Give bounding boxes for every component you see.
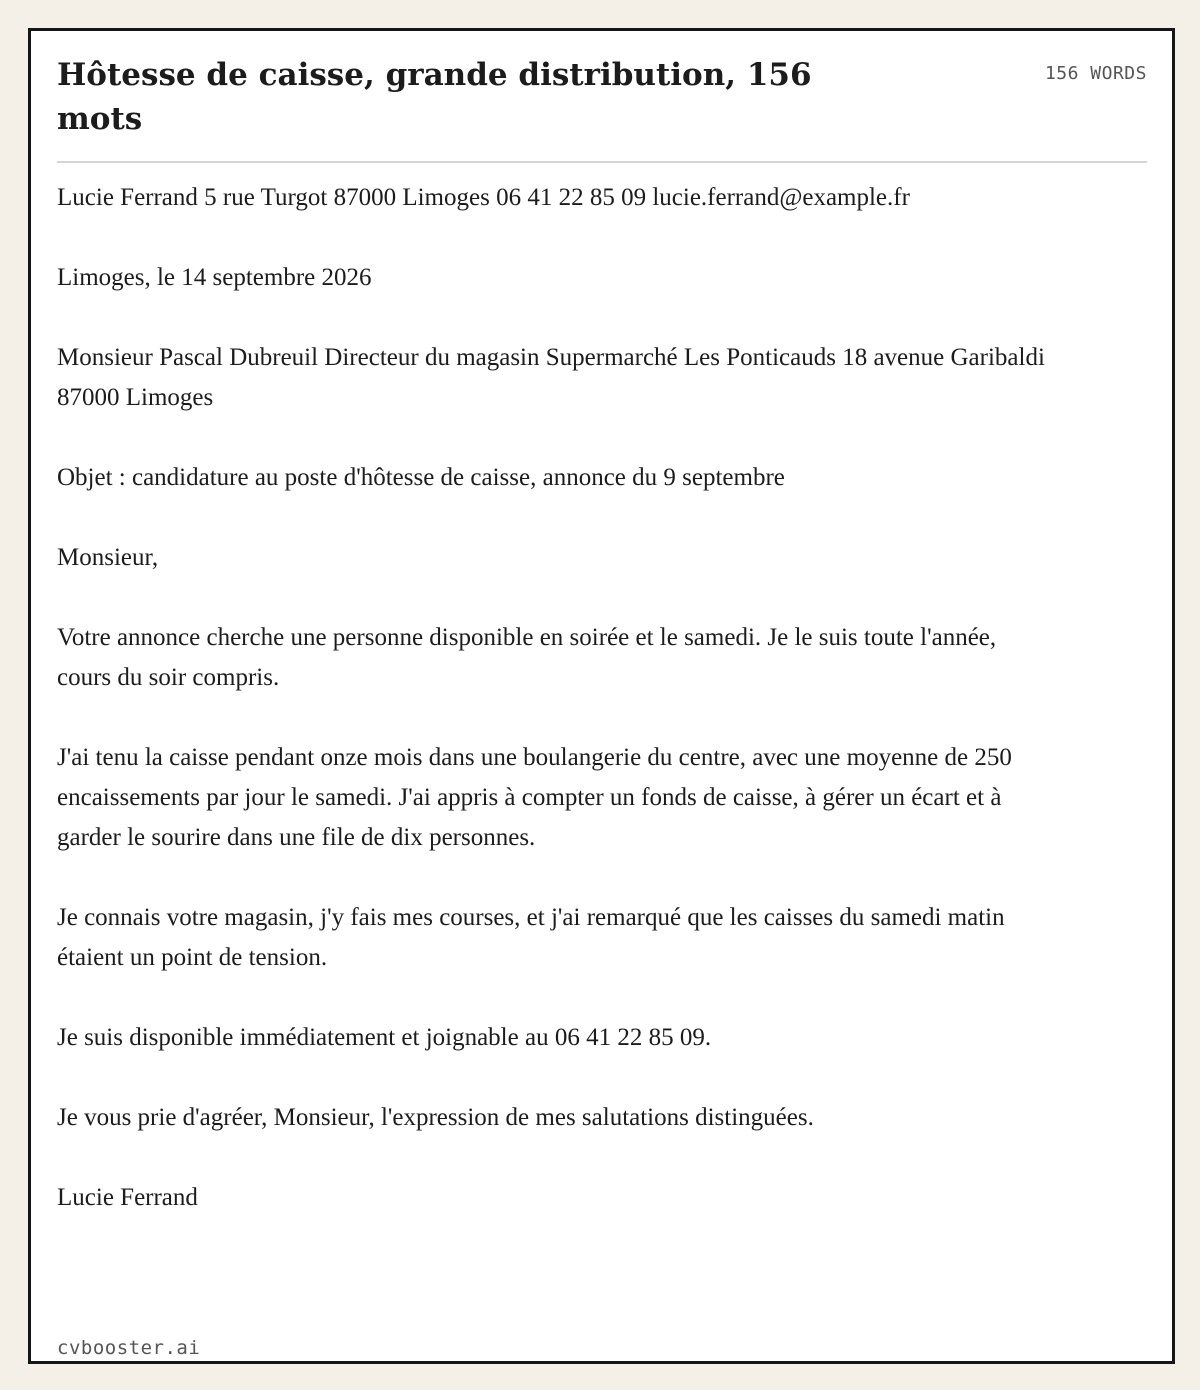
letter-closing: Je vous prie d'agréer, Monsieur, l'expression de mes salutations distinguées. xyxy=(57,1104,814,1131)
letter-card xyxy=(28,28,1175,1364)
recipient-block: Monsieur Pascal Dubreuil Directeur du magasin Supermarché Les Ponticauds 18 avenue Garibaldi 87000 Limoges xyxy=(57,344,1045,411)
letter-body xyxy=(57,178,1047,1258)
letter-paragraph: J'ai tenu la caisse pendant onze mois dans une boulangerie du centre, avec une moyenne de 250 encaissements par jour le samedi. J'ai appris à compter un fonds de caisse, à gérer un écart et à garder le sourire dans une file de dix personnes. xyxy=(57,744,1012,851)
letter-signature: Lucie Ferrand xyxy=(57,1184,198,1211)
word-count-badge: 156 WORDS xyxy=(1044,63,1147,84)
header-divider xyxy=(57,161,1147,163)
letter-date: Limoges, le 14 septembre 2026 xyxy=(57,264,372,291)
sender-block: Lucie Ferrand 5 rue Turgot 87000 Limoges 06 41 22 85 09 lucie.ferrand@example.fr xyxy=(57,184,910,211)
page-title: Hôtesse de caisse, grande distribution, 156 mots xyxy=(57,57,812,137)
letter-paragraph: Je connais votre magasin, j'y fais mes courses, et j'ai remarqué que les caisses du samedi matin étaient un point de tension. xyxy=(57,904,1005,971)
letter-salutation: Monsieur, xyxy=(57,544,159,571)
letter-subject: Objet : candidature au poste d'hôtesse de caisse, annonce du 9 septembre xyxy=(57,464,785,491)
letter-header xyxy=(57,53,1147,163)
footer-brand: cvbooster.ai xyxy=(57,1337,201,1359)
letter-paragraph: Votre annonce cherche une personne disponible en soirée et le samedi. Je le suis toute l'année, cours du soir compris. xyxy=(57,624,997,691)
letter-paragraph: Je suis disponible immédiatement et joignable au 06 41 22 85 09. xyxy=(57,1024,712,1051)
